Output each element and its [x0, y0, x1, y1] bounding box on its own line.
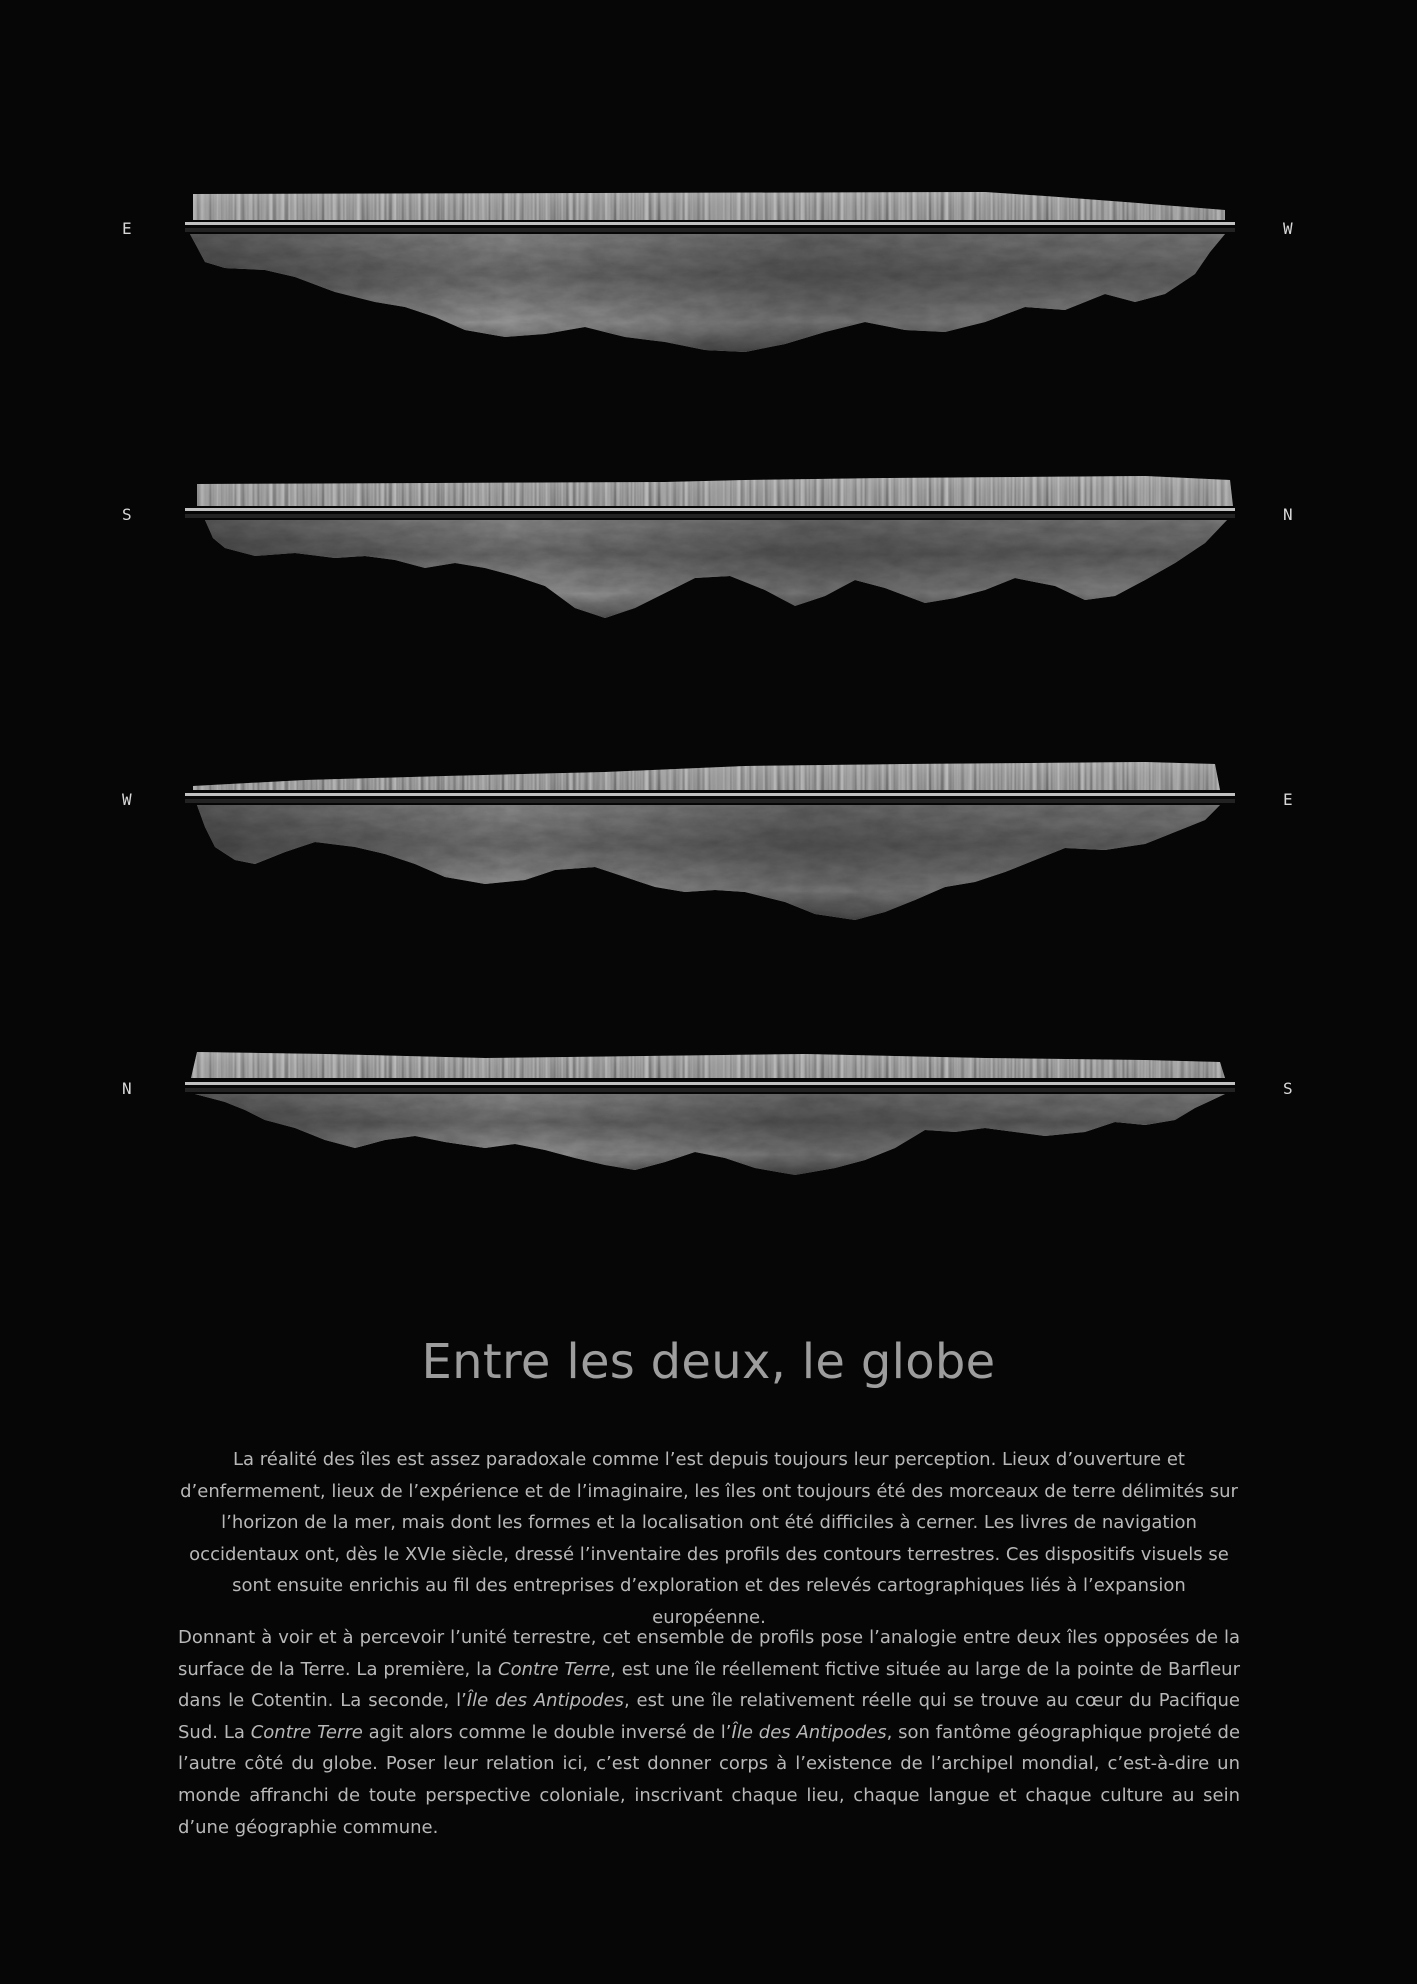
island-profile-3 [0, 752, 1417, 992]
body-text-segment: agit alors comme le double inversé de l’ [362, 1721, 732, 1743]
body-text-segment: , son fantôme géographique projeté de l’autre côté du globe. Poser leur relation ici, c’est donner corps à l’existence de l’archipel mondial, c’est-à-dire un monde affranchi de toute perspective coloniale, inscrivant chaque lieu, chaque langue et chaque culture au sein d’une géographie commune. [178, 1721, 1241, 1838]
cardinal-right-label: S [1283, 1079, 1294, 1098]
terrain-profile-graphic [185, 468, 1235, 708]
ile-antipodes-name: Île des Antipodes [731, 1721, 887, 1743]
cardinal-left-label: S [122, 505, 133, 524]
cardinal-left-label: N [122, 1079, 133, 1098]
contre-terre-name: Contre Terre [250, 1721, 363, 1743]
island-profile-1 [0, 182, 1417, 422]
cardinal-left-label: E [122, 219, 133, 238]
ile-antipodes-name: Île des Antipodes [466, 1690, 624, 1712]
terrain-profile-graphic [185, 1040, 1235, 1280]
body-text-segment: Donnant à voir et à percevoir l’unité terrestre, cet ensemble de profils pose l’analogie entre deux îles opposées de la surface de la Terre. La première, la [178, 1627, 1240, 1680]
cardinal-right-label: E [1283, 790, 1294, 809]
body-text-segment: , est une île relativement réelle qui se trouve au cœur du Pacifique Sud. La [178, 1690, 1240, 1743]
cardinal-right-label: W [1283, 219, 1294, 238]
cardinal-right-label: N [1283, 505, 1294, 524]
page-title: Entre les deux, le globe [421, 1334, 996, 1390]
contre-terre-name: Contre Terre [498, 1658, 611, 1680]
intro-paragraph: La réalité des îles est assez paradoxale comme l’est depuis toujours leur perception. Lieux d’ouverture et d’enfermement, lieux de l’expérience et de l’imaginaire, les îles ont toujours été des morceaux de terre délimités sur l’horizon de la mer, mais dont les formes et la localisation ont été difficiles à cerner. Les livres de navigation occidentaux ont, dès le XVIe siècle, dressé l’inventaire des profils des contours terrestres. Ces dispositifs visuels se sont ensuite enrichis au fil des entreprises d’exploration et des relevés cartographiques liés à l’expansion européenne. [180, 1449, 1238, 1628]
terrain-profile-graphic [185, 752, 1235, 992]
terrain-profile-graphic [185, 182, 1235, 422]
island-profile-4 [0, 1040, 1417, 1280]
body-text-segment: , est une île réellement fictive située au large de la pointe de Barfleur dans le Cotentin. La seconde, l’ [178, 1658, 1240, 1712]
cardinal-left-label: W [122, 790, 133, 809]
island-profile-2 [0, 468, 1417, 708]
body-paragraph [178, 1622, 1240, 1843]
